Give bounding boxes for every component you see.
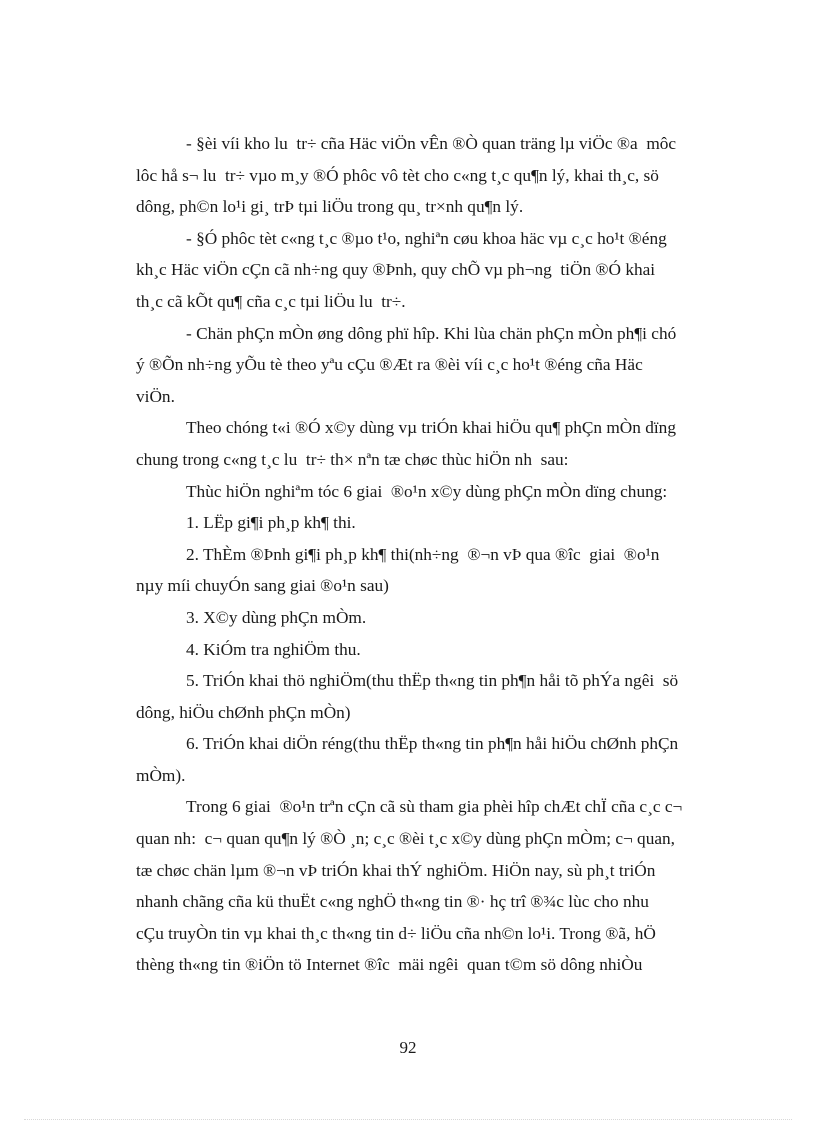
text-line: kh¸c Häc viÖn cÇn cã nh÷ng quy ®Þnh, quy chÕ vµ ph¬ng tiÖn ®Ó khai xyxy=(136,260,656,280)
page-body xyxy=(136,128,768,981)
page-number: 92 xyxy=(399,1038,417,1057)
text-line: - §èi víi kho lu tr÷ cña Häc viÖn vÊn ®Ò quan träng lµ viÖc ®a môc xyxy=(186,134,677,153)
page-bottom-divider xyxy=(24,1119,792,1120)
text-line: Thùc hiÖn nghiªm tóc 6 giai ®o¹n x©y dùng phÇn mÒn dïng chung: xyxy=(186,481,668,501)
list-item: 5. TriÓn khai thö nghiÖm(thu thËp th«ng tin ph¶n håi tõ phÝa ngêi sö xyxy=(186,671,679,691)
text-line: tæ chøc chän lµm ®¬n vÞ triÓn khai thÝ nghiÖm. HiÖn nay, sù ph¸t triÓn xyxy=(136,860,656,880)
text-line: ý ®Õn nh÷ng yÕu tè theo yªu cÇu ®Æt ra ®èi víi c¸c ho¹t ®éng cña Häc xyxy=(136,355,643,375)
text-line: nµy míi chuyÓn sang giai ®o¹n sau) xyxy=(136,576,389,596)
text-line: dông, ph©n lo¹i gi¸ trÞ tµi liÖu trong qu¸ tr×nh qu¶n lý. xyxy=(136,197,524,217)
list-item: 4. KiÓm tra nghiÖm thu. xyxy=(186,639,361,659)
paragraph-archive-catalog xyxy=(136,128,768,981)
text-line: nhanh chãng cña kü thuËt c«ng nghÖ th«ng tin ®· hç trî ®¾c lùc cho nhu xyxy=(136,892,649,912)
list-item: 3. X©y dùng phÇn mÒm. xyxy=(186,607,367,627)
text-line: mÒm). xyxy=(136,765,186,785)
text-line: - Chän phÇn mÒn øng dông phï hîp. Khi lùa chän phÇn mÒn ph¶i chó xyxy=(186,323,677,343)
text-line: - §Ó phôc tèt c«ng t¸c ®µo t¹o, nghiªn cøu khoa häc vµ c¸c ho¹t ®éng xyxy=(186,228,667,248)
list-item: 6. TriÓn khai diÖn réng(thu thËp th«ng tin ph¶n håi hiÖu chØnh phÇn xyxy=(186,734,679,754)
text-line: cÇu truyÒn tin vµ khai th¸c th«ng tin d÷ liÖu cña nh©n lo¹i. Trong ®ã, hÖ xyxy=(136,923,656,943)
text-line: Theo chóng t«i ®Ó x©y dùng vµ triÓn khai hiÖu qu¶ phÇn mÒn dïng xyxy=(186,418,676,438)
text-line: viÖn. xyxy=(136,386,175,406)
text-line: th¸c cã kÕt qu¶ cña c¸c tµi liÖu lu tr÷. xyxy=(136,291,406,311)
text-line: chung trong c«ng t¸c lu tr÷ th× nªn tæ chøc thùc hiÖn nh sau: xyxy=(136,449,569,469)
text-line: dông, hiÖu chØnh phÇn mÒn) xyxy=(136,702,351,722)
text-line: thèng th«ng tin ®iÖn tö Internet ®îc mäi ngêi quan t©m sö dông nhiÒu xyxy=(136,955,643,975)
list-item: 1. LËp gi¶i ph¸p kh¶ thi. xyxy=(186,513,356,533)
text-line: quan nh: c¬ quan qu¶n lý ®Ò ¸n; c¸c ®èi t¸c x©y dùng phÇn mÒm; c¬ quan, xyxy=(136,829,675,849)
text-line: Trong 6 giai ®o¹n trªn cÇn cã sù tham gia phèi hîp chÆt chÏ cña c¸c c¬ xyxy=(186,797,683,817)
list-item: 2. ThÈm ®Þnh gi¶i ph¸p kh¶ thi(nh÷ng ®¬n vÞ qua ®îc giai ®o¹n xyxy=(186,544,660,564)
text-line: lôc hå s¬ lu tr÷ vµo m¸y ®Ó phôc vô tèt cho c«ng t¸c qu¶n lý, khai th¸c, sö xyxy=(136,165,659,185)
